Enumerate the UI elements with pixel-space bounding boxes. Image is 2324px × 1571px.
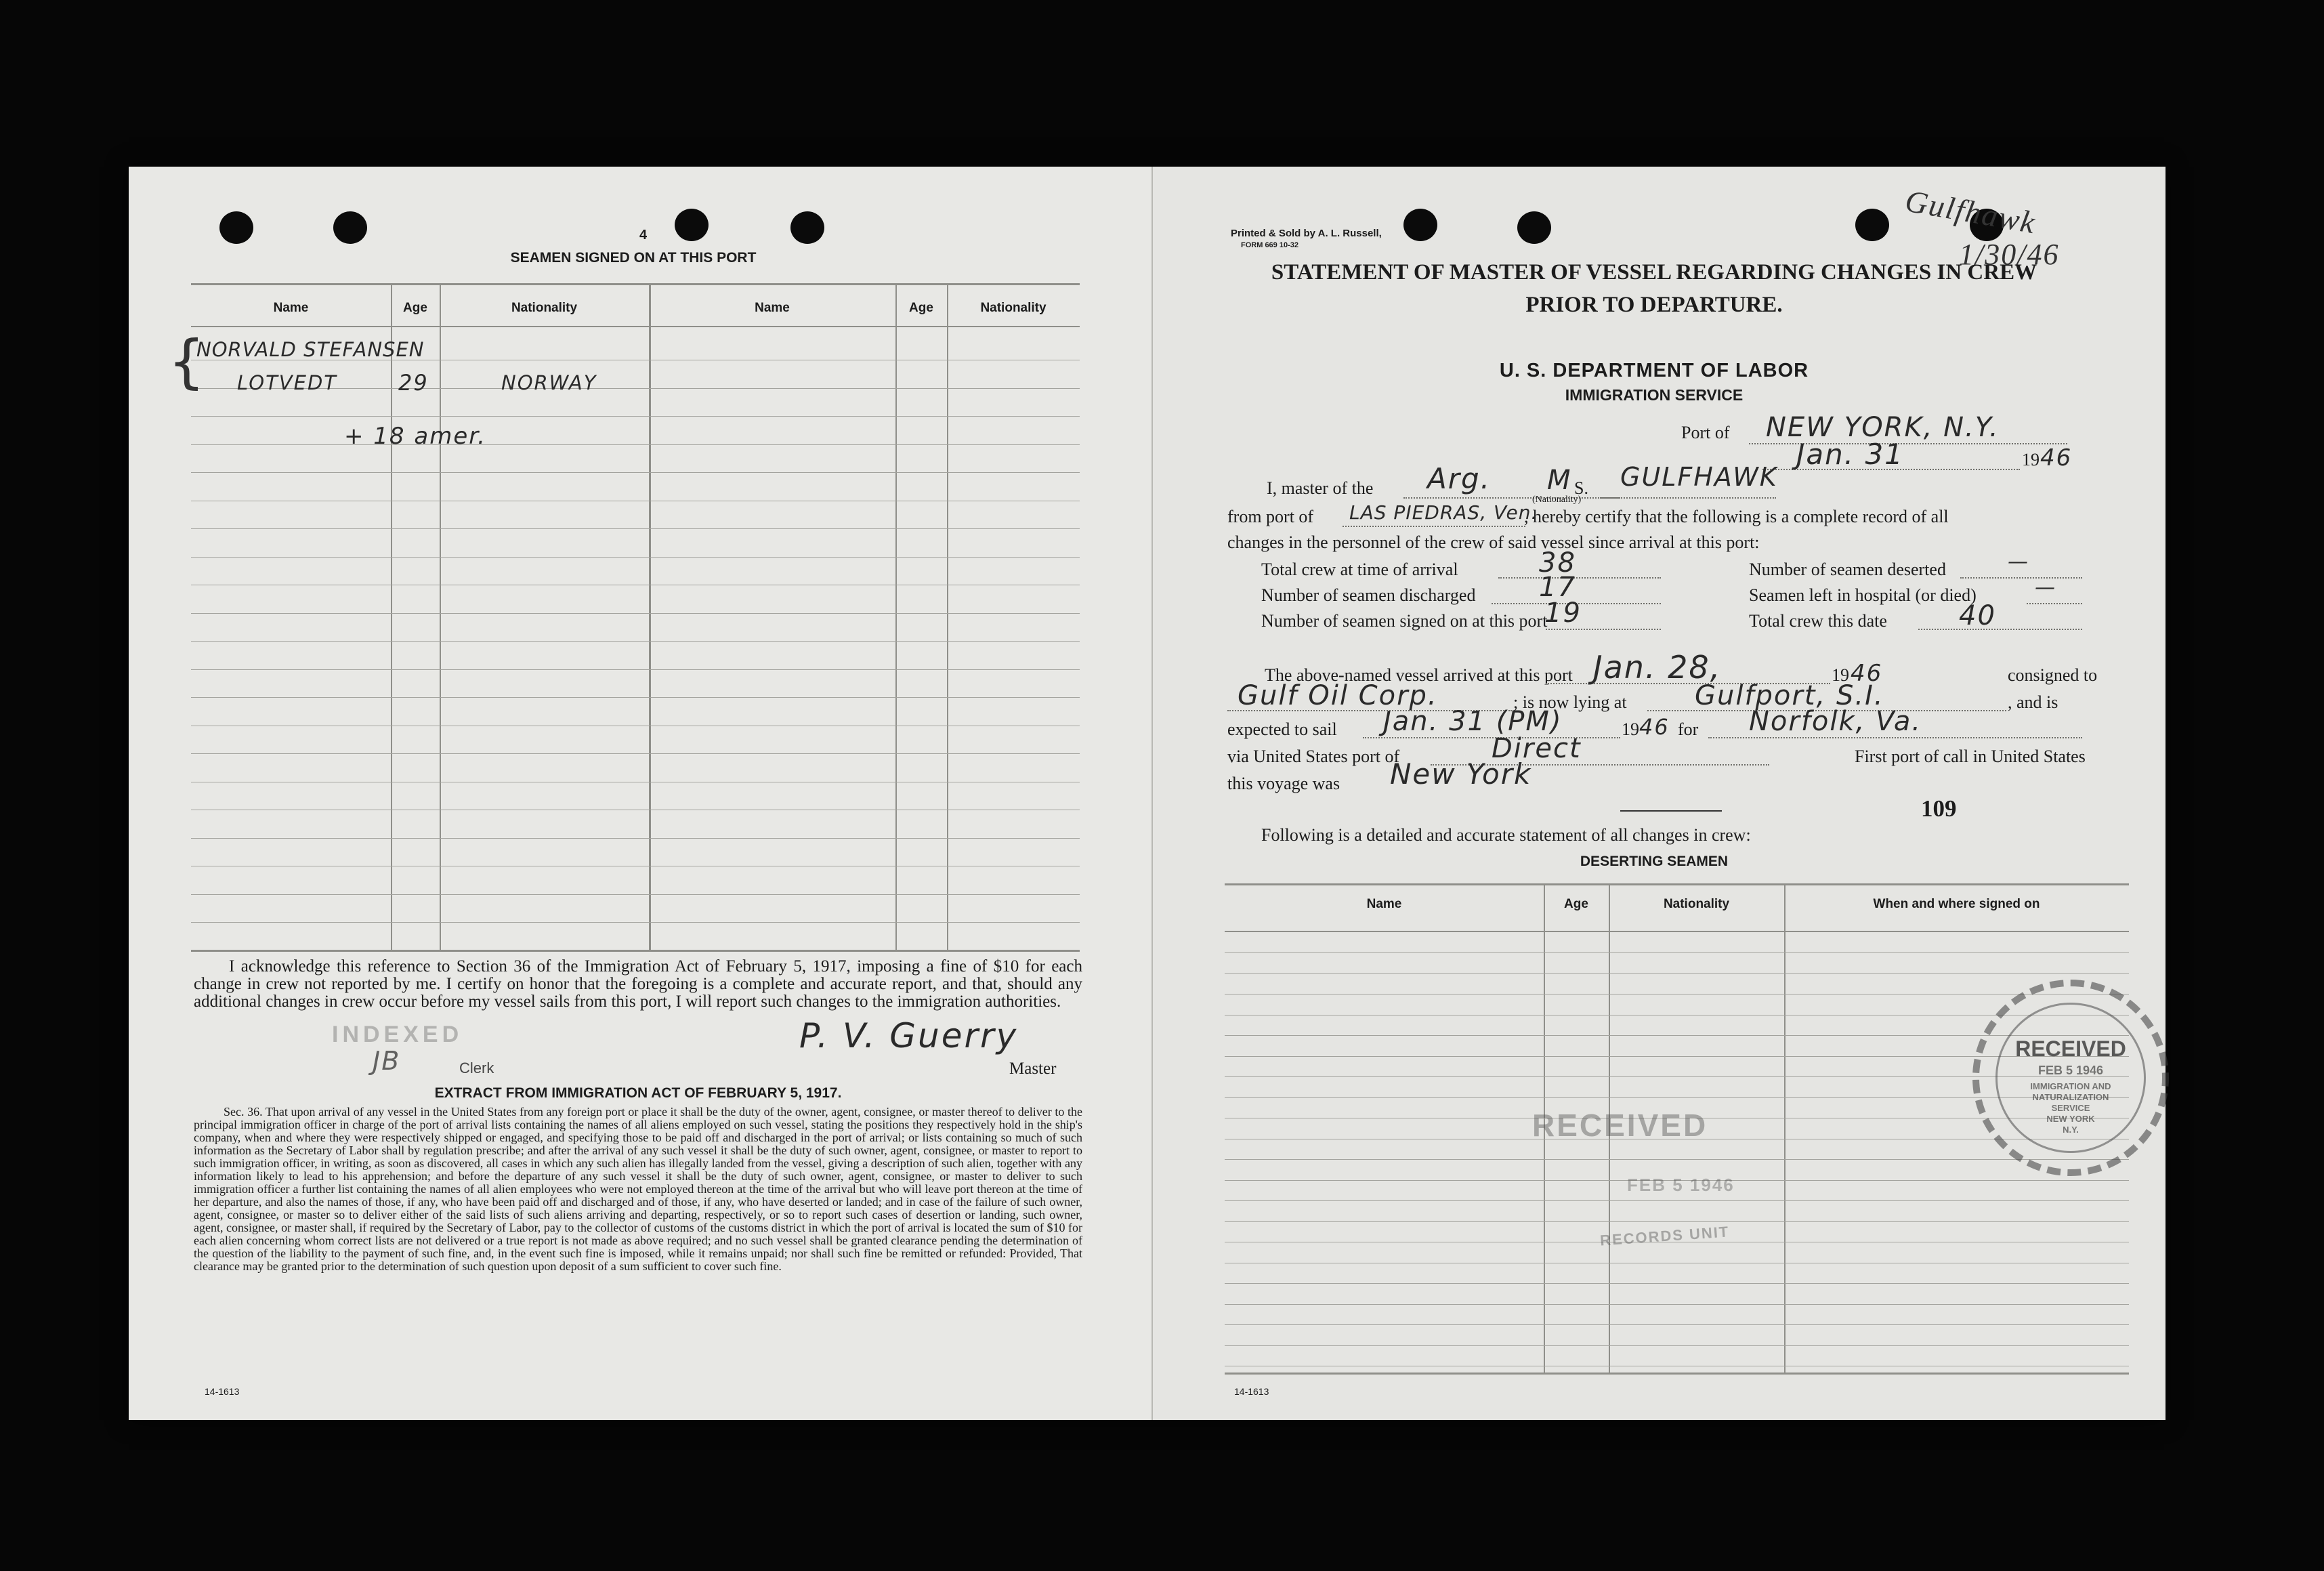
form-title-line1: STATEMENT OF MASTER OF VESSEL REGARDING CHANGES IN CREW <box>1271 260 2037 285</box>
vessel-nationality: Arg. <box>1427 462 1492 495</box>
additional-seamen-note: + 18 amer. <box>344 423 486 450</box>
arrival-year-value: 46 <box>1851 660 1883 687</box>
table-row <box>1225 952 2129 953</box>
table-row <box>191 838 1080 839</box>
punch-hole <box>1403 209 1437 241</box>
round-stamp-line: NEW YORK <box>2046 1114 2095 1124</box>
table-row <box>191 528 1080 529</box>
indexed-stamp: INDEXED <box>332 1022 463 1047</box>
following-text: Following is a detailed and accurate statement of all changes in crew: <box>1261 825 1751 845</box>
stat-value-discharged: 17 <box>1539 572 1576 603</box>
and-is-text: , and is <box>2008 692 2058 712</box>
stat-value-total-crew-date: 40 <box>1959 600 1996 631</box>
punch-hole <box>1855 209 1889 241</box>
deserting-column-age: Age <box>1564 897 1588 911</box>
table-row <box>191 613 1080 614</box>
year-value: 46 <box>2040 444 2073 472</box>
master-label: Master <box>1009 1060 1057 1078</box>
arrival-date: Jan. 28, <box>1593 649 1722 686</box>
column-header-nationality: Nationality <box>511 301 578 315</box>
seaman-nationality: NORWAY <box>501 371 597 394</box>
statement-date: Jan. 31 <box>1796 438 1904 471</box>
punch-hole <box>675 209 709 241</box>
lying-label: ; is now lying at <box>1513 692 1627 712</box>
table-row <box>191 922 1080 923</box>
left-form-number: 14-1613 <box>205 1386 240 1397</box>
round-stamp-line: NATURALIZATION <box>2032 1092 2109 1102</box>
column-header-name: Name <box>755 301 790 315</box>
consigned-label: consigned to <box>2008 665 2098 685</box>
form-title-line2: PRIOR TO DEPARTURE. <box>1525 293 1783 317</box>
deserting-column-nationality: Nationality <box>1663 897 1730 911</box>
stat-label-deserted: Number of seamen deserted <box>1749 560 1946 579</box>
clerk-initials: JB <box>373 1046 401 1076</box>
stat-label-discharged: Number of seamen discharged <box>1261 585 1476 605</box>
records-unit-stamp: RECORDS UNIT <box>1599 1223 1731 1249</box>
deserting-heading: DESERTING SEAMEN <box>1580 854 1729 869</box>
left-page <box>129 167 1152 1420</box>
stat-value-total-crew-arrival: 38 <box>1539 547 1576 579</box>
arrived-label: The above-named vessel arrived at this port <box>1265 665 1573 685</box>
received-stamp: RECEIVED <box>1532 1108 1708 1143</box>
table-row <box>191 753 1080 754</box>
stat-label-hospital: Seamen left in hospital (or died) <box>1749 585 1977 605</box>
deserting-column-name: Name <box>1366 897 1402 911</box>
punch-hole <box>1517 211 1551 244</box>
via-value: Direct <box>1492 733 1582 764</box>
right-page <box>1152 167 2165 1420</box>
nationality-caption: (Nationality) <box>1532 495 1582 505</box>
seaman-age: 29 <box>398 370 429 396</box>
voyage-value: New York <box>1390 757 1532 791</box>
left-page-heading: SEAMEN SIGNED ON AT THIS PORT <box>510 250 757 266</box>
form-code: FORM 669 10-32 <box>1241 241 1298 249</box>
table-row <box>191 472 1080 473</box>
from-port-value: LAS PIEDRAS, Ven. <box>1349 501 1538 524</box>
first-port-label: First port of call in United States <box>1855 747 2086 766</box>
stat-value-hospital: — <box>2035 576 2056 600</box>
table-row <box>1225 1221 2129 1222</box>
seaman-name-line2: LOTVEDT <box>237 371 338 394</box>
arrival-year-prefix: 19 <box>1832 665 1849 685</box>
seaman-name-line1: NORVALD STEFANSEN <box>196 338 425 361</box>
changes-text: changes in the personnel of the crew of said vessel since arrival at this port: <box>1227 532 1760 552</box>
table-row <box>191 444 1080 445</box>
department-name: U. S. DEPARTMENT OF LABOR <box>1499 360 1809 381</box>
column-header-name: Name <box>273 301 309 315</box>
table-row <box>1225 1283 2129 1284</box>
extract-text: Sec. 36. That upon arrival of any vessel in the United States from any foreign port or place it shall be the duty of the owner, agent, consignee, or master thereof to deliver to the principal immigration officer in charge of the port of arrival lists containing the names of all aliens employed on such vessel, stating the positions they respectively hold in the ship's company, when and where they were respectively shipped or engaged, and specifying those to be paid off and discharged in the port of arrival; or lists containing so much of such information as the Secretary of Labor shall by regulation prescribe; and after the arrival of any such vessel it shall be the duty of such owner, agent, consignee, or master to report to such immigration officer, in writing, as soon as discovered, all cases in which any such alien has illegally landed from the vessel, giving a description of such alien, together with any information likely to lead to his apprehension; and before the departure of any such vessel it shall be the duty of such owner, agent, consignee, or master to deliver to such immigration officer a further list containing the names of all alien employees who were not employed thereon at the time of the arrival but who will leave port thereon at the time of her departure, and also the names of those, if any, who have been paid off and discharged and of those, if any, who have deserted or landed; and in case of the failure of such owner, agent, consignee, or master so to deliver either of the said lists of such aliens arriving and departing, respectively, or so to report such cases of desertion or landing, such owner, agent, consignee, or master shall, if required by the Secretary of Labor, pay to the collector of customs of the customs district in which the port of arrival is located the sum of $10 for each alien concerning whom correct lists are not delivered or a true report is not made as above required; and no such vessel shall be granted clearance pending the determination of the question of the liability to the payment of such fine, and, in the event such fine is imposed, while it remains unpaid; nor shall such fine be remitted or refunded: Provided, That clearance may be granted prior to the determination of such question upon deposit of a sum sufficient to cover such fine. <box>194 1105 1082 1273</box>
bracket-mark: { <box>168 328 205 396</box>
expected-year-prefix: 19 <box>1622 719 1639 739</box>
round-stamp-date: FEB 5 1946 <box>2037 1064 2104 1077</box>
punch-hole <box>219 211 253 244</box>
extract-title: EXTRACT FROM IMMIGRATION ACT OF FEBRUARY 5, 1917. <box>434 1085 842 1101</box>
table-row <box>191 416 1080 417</box>
from-port-label: from port of <box>1227 507 1314 526</box>
table-row <box>191 697 1080 698</box>
column-header-nationality: Nationality <box>980 301 1047 315</box>
column-header-age: Age <box>909 301 933 315</box>
margin-note-vessel: Gulfhawk <box>1903 183 2039 240</box>
round-stamp-line: SERVICE <box>2051 1103 2090 1113</box>
punch-hole <box>333 211 367 244</box>
stat-value-signed-on: 19 <box>1544 598 1582 629</box>
vessel-s-label: S. <box>1574 478 1588 498</box>
service-name: IMMIGRATION SERVICE <box>1565 386 1744 404</box>
table-row <box>1225 1159 2129 1160</box>
table-row <box>1225 973 2129 974</box>
master-signature: P. V. Guerry <box>799 1016 1019 1055</box>
clerk-label: Clerk <box>459 1060 494 1076</box>
via-label: via United States port of <box>1227 747 1400 766</box>
stat-value-deserted: — <box>2008 550 2029 574</box>
table-row <box>1225 1200 2129 1201</box>
expected-year-value: 46 <box>1639 714 1670 740</box>
table-row <box>191 669 1080 670</box>
round-stamp-line: N.Y. <box>2063 1125 2079 1135</box>
table-row <box>191 641 1080 642</box>
vessel-type: M <box>1547 465 1572 496</box>
stat-label-signed-on: Number of seamen signed on at this port <box>1261 611 1548 631</box>
lying-value: Gulfport, S.I. <box>1695 680 1884 711</box>
expected-label: expected to sail <box>1227 719 1337 739</box>
master-of-label: I, master of the <box>1267 478 1374 498</box>
voyage-label: this voyage was <box>1227 774 1340 793</box>
round-stamp-title: RECEIVED <box>2015 1036 2126 1061</box>
page-number: 4 <box>639 228 648 243</box>
table-row <box>1225 1345 2129 1346</box>
table-row <box>1225 1304 2129 1305</box>
table-row <box>191 894 1080 895</box>
round-received-stamp <box>1972 980 2169 1176</box>
consignee-value: Gulf Oil Corp. <box>1238 680 1438 711</box>
right-form-number: 14-1613 <box>1234 1386 1269 1397</box>
round-stamp-line: IMMIGRATION AND <box>2030 1081 2111 1091</box>
stat-label-total-crew-date: Total crew this date <box>1749 611 1887 631</box>
for-label: for <box>1678 719 1699 739</box>
stat-label-total-crew-arrival: Total crew at time of arrival <box>1261 560 1458 579</box>
serial-number: 109 <box>1921 795 1957 822</box>
deserting-column-signed-on: When and where signed on <box>1873 897 2040 911</box>
acknowledgment-paragraph: I acknowledge this reference to Section 36 of the Immigration Act of February 5, 1917, imposing a fine of $10 for each change in crew not reported by me. I certify on honor that the foregoing is a complete and accurate report, and that, should any additional changes in crew occur before my vessel sails from this port, I will report such changes to the immigration authorities. <box>194 957 1082 1011</box>
table-row <box>191 557 1080 558</box>
table-row <box>1225 1324 2129 1325</box>
port-value: NEW YORK, N.Y. <box>1766 412 2000 443</box>
printer-line: Printed & Sold by A. L. Russell, <box>1231 228 1382 239</box>
received-stamp-date: FEB 5 1946 <box>1627 1175 1735 1195</box>
port-label: Port of <box>1681 423 1730 442</box>
margin-note-date: 1/30/46 <box>1959 238 2060 271</box>
vessel-name: GULFHAWK <box>1620 462 1778 492</box>
document-sheet <box>129 167 2164 1420</box>
year-prefix: 19 <box>2022 450 2040 469</box>
expected-sail-value: Jan. 31 (PM) <box>1383 706 1563 737</box>
column-header-age: Age <box>403 301 427 315</box>
for-value: Norfolk, Va. <box>1749 706 1922 737</box>
certify-text: , hereby certify that the following is a complete record of all <box>1524 507 1949 526</box>
punch-hole <box>790 211 824 244</box>
